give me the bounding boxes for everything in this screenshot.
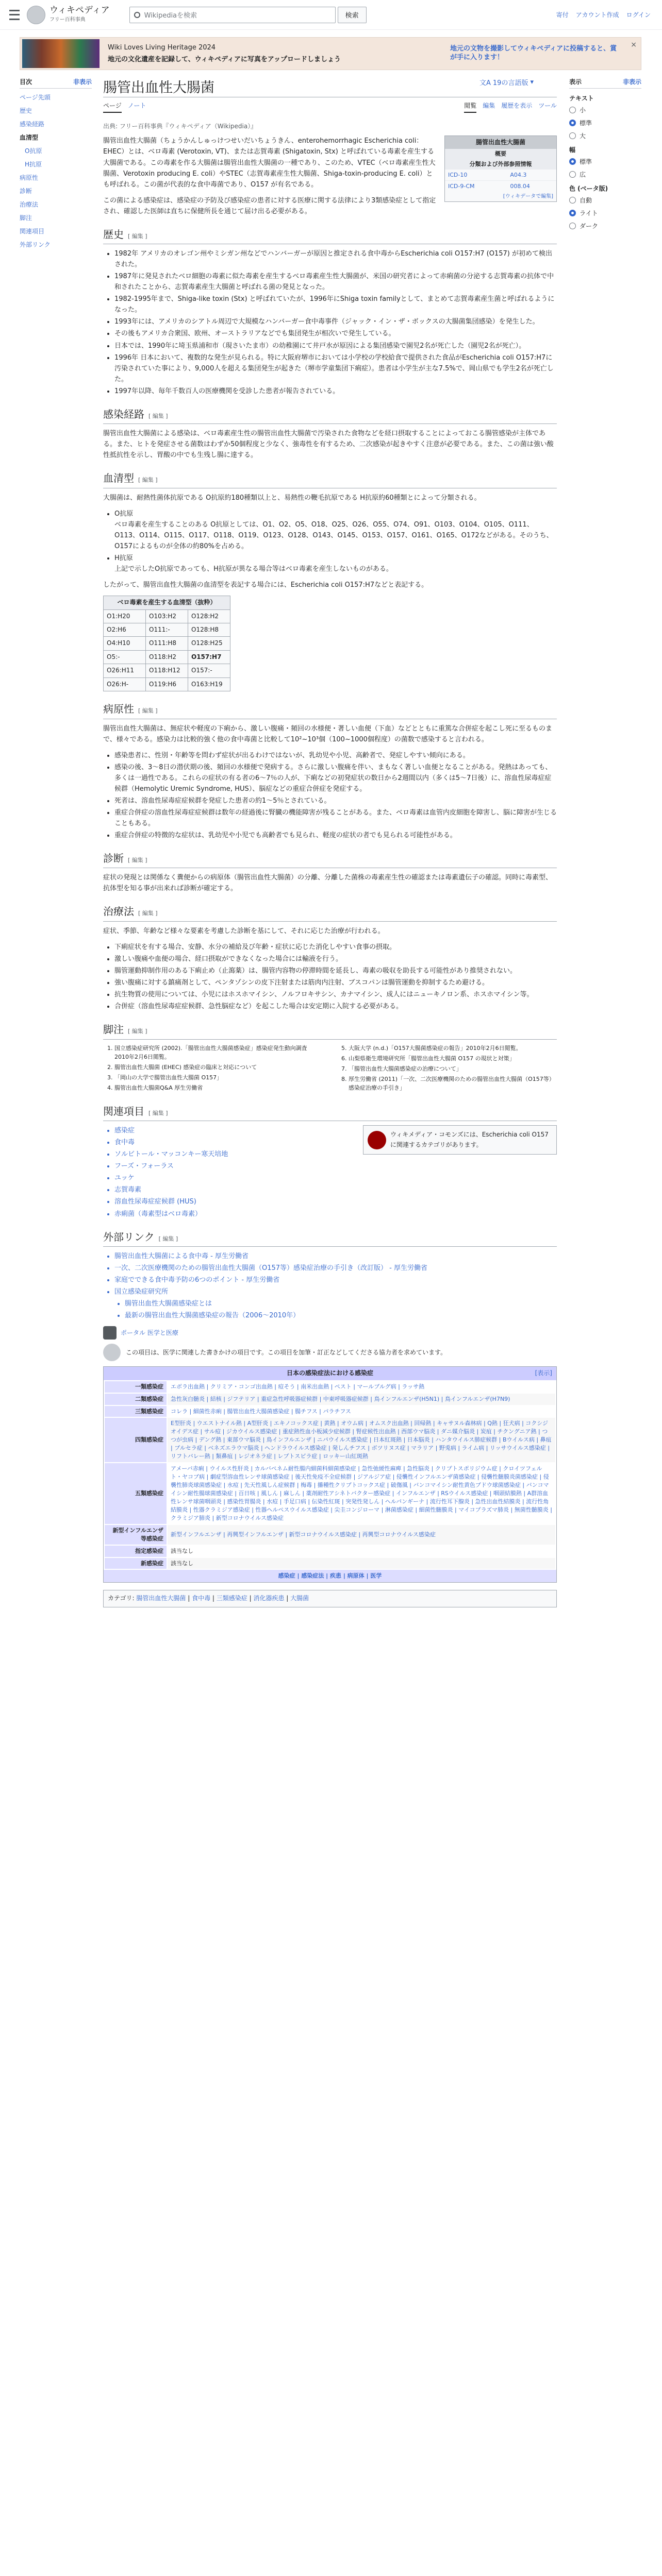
- section-title: 診断: [103, 852, 124, 865]
- tab-edit[interactable]: 編集: [483, 102, 495, 109]
- search-icon: [134, 12, 140, 18]
- section-title: 治療法: [103, 905, 134, 918]
- table-cell: O4:H10: [104, 637, 146, 650]
- navbox-title-text: 日本の感染症法における感染症: [286, 1369, 373, 1377]
- navbox-toggle[interactable]: [表示]: [535, 1369, 552, 1377]
- chevron-down-icon: ▾: [530, 78, 534, 86]
- option-label: 標準: [580, 120, 592, 127]
- section-pathogenicity-heading: [103, 701, 557, 719]
- table-cell: O128:H2: [188, 609, 230, 623]
- table-cell: O2:H6: [104, 623, 146, 636]
- edit-section-link[interactable]: [ 編集 ]: [138, 477, 158, 484]
- serotype-intro: 大腸菌は、耐熱性菌体抗原である O抗原約180種類以上と、易熱性の鞭毛抗原である H抗原約60種類とによって分類される。: [103, 494, 481, 502]
- external-link[interactable]: • 腸管出血性大腸菌感染症とは: [125, 1298, 557, 1309]
- navbox-row: [105, 1418, 555, 1462]
- section-diagnosis-heading: [103, 850, 557, 868]
- list-item: [114, 509, 557, 552]
- list-item: • その後もアメリカ合衆国、欧州、オーストラリアなどでも集団発生が相次いで発生している。: [114, 328, 557, 339]
- section-title: 病原性: [103, 703, 134, 716]
- page-tabs: [103, 101, 557, 114]
- appearance-heading: 表示: [569, 78, 582, 86]
- commons-text: ウィキメディア・コモンズには、Escherichia coli O157に関連するカテゴリがあります。: [390, 1131, 549, 1148]
- table-row: [104, 637, 230, 650]
- table-cell: O111:H8: [146, 637, 188, 650]
- list-item: • 腸管運動抑制作用のある下痢止め（止瀉薬）は、腸管内容物の停滞時間を延長し、毒素の吸収を助長する可能性があり推奨されない。: [114, 965, 557, 976]
- banner-line1: Wiki Loves Living Heritage 2024: [108, 44, 216, 52]
- section-history-heading: [103, 226, 557, 244]
- section-related-heading: [103, 1103, 557, 1121]
- navbox-list[interactable]: アメーバ赤痢 | ウイルス性肝炎 | カルバペネム耐性腸内細菌科細菌感染症 | 急性弛緩性麻痺 | 急性脳炎 | クリプトスポリジウム症 | クロイツフェルト・ヤコブ病 | 劇症型溶血性レンサ球菌感染症 | 後天性免疫不全症候群 | ジアルジア症 | 侵襲性インフルエンザ菌感染症 | 侵襲性髄膜炎菌感染症 | 侵襲性肺炎球菌感染症 | 水痘 | 先天性風しん症候群 | 梅毒 | 播種性クリプトコックス症 | 破傷風 | バンコマイシン耐性黄色ブドウ球菌感染症 | バンコマイシン耐性腸球菌感染症 | 百日咳 | 風しん | 麻しん | 薬剤耐性アシネトバクター感染症 | インフルエンザ | RSウイルス感染症 | 咽頭結膜熱 | A群溶血性レンサ球菌咽頭炎 | 感染性胃腸炎 | 水痘 | 手足口病 | 伝染性紅斑 | 突発性発しん | ヘルパンギーナ | 流行性耳下腺炎 | 急性出血性結膜炎 | 流行性角結膜炎 | 性器クラミジア感染症 | 性器ヘルペスウイルス感染症 | 尖圭コンジローマ | 淋菌感染症 | 細菌性髄膜炎 | マイコプラズマ肺炎 | 無菌性髄膜炎 | クラミジア肺炎 | 新型コロナウイルス感染症: [171, 1465, 552, 1521]
- table-cell: O111:-: [146, 623, 188, 636]
- list-item: • 1997年以降、毎年千数百人の医療機関を受診した患者が報告されている。: [114, 386, 557, 397]
- table-cell: O118:H2: [146, 650, 188, 664]
- table-cell: O26:H-: [104, 677, 146, 691]
- navbox-group: 一類感染症: [105, 1381, 167, 1393]
- edit-section-link[interactable]: [ 編集 ]: [138, 910, 158, 917]
- reference-item[interactable]: 1. 国立感染症研究所 (2002).「腸管出血性大腸菌感染症」感染症発生動向調査 2010年2月6日閲覧。: [114, 1044, 323, 1061]
- section-route-heading: [103, 406, 557, 424]
- navbox-list: 該当なし: [171, 1547, 193, 1554]
- radio-selected-icon: [569, 210, 576, 216]
- edit-section-link[interactable]: [ 編集 ]: [148, 1109, 168, 1116]
- wikipedia-globe-icon: [27, 6, 45, 24]
- reference-item[interactable]: 7. 「腸管出血性大腸菌感染症の治療について」: [349, 1064, 557, 1073]
- banner-line2: 地元の文化遺産を記録して、ウィキペディアに写真をアップロードしましょう: [108, 56, 341, 63]
- reference-item[interactable]: 5. 大阪大学 (n.d.)「O157大腸菌感染症の報告」2010年2月6日閲覧。: [349, 1044, 557, 1053]
- list-item: [114, 553, 557, 574]
- radio-icon: [569, 197, 576, 204]
- table-row: [104, 677, 230, 691]
- login-link[interactable]: ログイン: [626, 11, 651, 19]
- navbox-group: 四類感染症: [105, 1418, 167, 1462]
- navbox-group: 新感染症: [105, 1558, 167, 1569]
- search-button[interactable]: 検索: [338, 7, 367, 23]
- color-option-light[interactable]: [569, 209, 641, 217]
- list-item: • 重症合併症の溶血性尿毒症症候群は数年の経過後に腎臓の機能障害が残ることがある。また、ベロ毒素は血管内皮細胞を障害し、脳に障害が生じることもある。: [114, 807, 557, 829]
- edit-section-link[interactable]: [ 編集 ]: [128, 1028, 147, 1035]
- table-cell: O5:-: [104, 650, 146, 664]
- category-links: カテゴリ: 腸管出血性大腸菌 | 食中毒 | 三類感染症 | 消化器疾患 | 大腸菌: [103, 1590, 557, 1607]
- tab-page[interactable]: ページ: [103, 101, 122, 113]
- tab-talk[interactable]: ノート: [127, 102, 146, 109]
- stub-icon: [103, 1344, 121, 1361]
- stub-text: この項目は、医学に関連した書きかけの項目です。この項目を加筆・訂正などしてくださる協力者を求めています。: [126, 1348, 447, 1356]
- portal-link[interactable]: [103, 1326, 557, 1340]
- related-link[interactable]: • 感染症: [114, 1125, 557, 1136]
- tagline: フリー百科事典: [49, 17, 86, 23]
- option-label: 広: [580, 171, 586, 178]
- navbox: [103, 1366, 557, 1583]
- main-menu-icon[interactable]: [9, 10, 20, 20]
- tab-tools[interactable]: ツール: [538, 102, 557, 109]
- site-header: [0, 0, 662, 30]
- intro-paragraph: この菌による感染症は、感染症の予防及び感染症の患者に対する医療に関する法律により3類感染症として指定され、確認した医師は直ちに保健所長を通じて届け出る必要がある。: [103, 196, 436, 215]
- navbox-title: [104, 1367, 556, 1380]
- external-link[interactable]: • 一次、二次医療機関のための腸管出血性大腸菌（O157等）感染症治療の手引き（改訂版） - 厚生労働省: [114, 1263, 557, 1274]
- site-logo[interactable]: [27, 6, 110, 24]
- related-link[interactable]: • 志賀毒素: [114, 1184, 557, 1195]
- section-title: 歴史: [103, 228, 124, 241]
- route-paragraph: 腸管出血性大腸菌による感染は、ベロ毒素産生性の腸管出血性大腸菌で汚染された食物などを経口摂取することによっておこる腸管感染が主体である。また、ヒトを発症させる菌数はわずか50個程度と少なく、強毒性を有するため、二次感染が起きやすく注意が必要である。また、この菌は強い酸性抵抗性を示し、胃酸の中でも生残し腸に達する。: [103, 430, 554, 460]
- width-option-standard[interactable]: [569, 157, 641, 166]
- toc-item-serotype[interactable]: 血清型: [20, 134, 39, 141]
- radio-icon: [569, 171, 576, 178]
- wordmark: ウィキペディア: [49, 5, 110, 16]
- text-option-small[interactable]: [569, 106, 641, 114]
- reference-item[interactable]: 2. 腸管出血性大腸菌 (EHEC) 感染症の臨床と対応について: [114, 1063, 323, 1072]
- banner-image: [22, 39, 100, 68]
- list-item: • 強い腹痛に対する鎮痛剤として、ペンタゾシンの皮下注射または筋肉内注射、ブスコパンは腸管運動を抑制するため避ける。: [114, 977, 557, 988]
- related-link[interactable]: • 食中毒: [114, 1137, 557, 1148]
- user-links: [556, 10, 651, 19]
- toc-item-o-antigen[interactable]: O抗原: [25, 147, 42, 155]
- portal-icon: [103, 1326, 117, 1340]
- navbox-bottom[interactable]: 感染症 | 感染症法 | 疾患 | 病原体 | 医学: [104, 1570, 556, 1582]
- edit-section-link[interactable]: [ 編集 ]: [148, 412, 168, 419]
- banner-cta[interactable]: 地元の文物を撮影してウィキペディアに投稿すると、賞が手に入ります！: [450, 45, 617, 61]
- external-link[interactable]: • 国立感染症研究所: [114, 1286, 557, 1297]
- infobox-key[interactable]: ICD-9-CM: [445, 181, 507, 192]
- navbox-row: [105, 1525, 555, 1545]
- section-title: 感染経路: [103, 408, 144, 420]
- translate-icon: 文A: [479, 79, 491, 87]
- navbox-row: [105, 1406, 555, 1417]
- list-item: • 1993年には、アメリカのシアトル周辺で大規模なハンバーガー食中毒事件（ジャック・イン・ザ・ボックスの大腸菌集団感染）を発生した。: [114, 316, 557, 327]
- appearance-hide-button[interactable]: 非表示: [622, 78, 641, 86]
- toc-heading: 目次: [20, 78, 32, 86]
- list-item: • 日本では、1990年に埼玉県浦和市（現さいたま市）の幼稚園にて井戸水が原因による集団感染で園児2名が死亡した（園児2名が死亡）。: [114, 341, 557, 351]
- infobox-value[interactable]: 008.04: [507, 181, 556, 192]
- width-heading: 幅: [569, 146, 576, 154]
- navbox-group: 新型インフルエンザ等感染症: [105, 1525, 167, 1545]
- section-serotype-heading: [103, 470, 557, 488]
- external-link[interactable]: • 腸管出血性大腸菌による食中毒 - 厚生労働省: [114, 1251, 557, 1262]
- table-row: [104, 623, 230, 636]
- option-label: 小: [580, 107, 586, 114]
- category-link[interactable]: 腸管出血性大腸菌: [136, 1595, 186, 1602]
- appearance-panel: [569, 77, 641, 234]
- treatment-paragraph: 症状、季節、年齢など様々な要素を考慮した診断を基にして、それに応じた治療が行われる。: [103, 927, 385, 935]
- navbox-group: 二類感染症: [105, 1394, 167, 1405]
- external-link[interactable]: • 家庭でできる食中毒予防の6つのポイント - 厚生労働省: [114, 1275, 557, 1285]
- toc-item-treatment[interactable]: 治療法: [20, 201, 39, 208]
- list-item: • 重症合併症の特徴的な症状は、乳幼児や小児でも高齢者でも見られ、軽度の症状の者でも見られる可能性がある。: [114, 830, 557, 841]
- toc-item-top[interactable]: ページ先頭: [20, 94, 51, 101]
- toc-item-pathogenicity[interactable]: 病原性: [20, 174, 39, 181]
- list-item: • 感染患者に、性別・年齢等を問わず症状が出るわけではないが、乳幼児や小児、高齢者で、発症しやすい傾向にある。: [114, 750, 557, 761]
- table-cell: O26:H11: [104, 664, 146, 677]
- antigen-title: H抗原: [114, 554, 133, 562]
- list-item: • 激しい腹痛や血便の場合、経口摂取ができなくなった場合には輸液を行う。: [114, 954, 557, 964]
- serotype-after: したがって、腸管出血性大腸菌の血清型を表記する場合には、Escherichia coli O157:H7などと表記する。: [103, 581, 428, 589]
- toc-item-history[interactable]: 歴史: [20, 107, 32, 114]
- tab-history[interactable]: 履歴を表示: [501, 102, 533, 109]
- toc-item-route[interactable]: 感染経路: [20, 121, 45, 128]
- section-title: 外部リンク: [103, 1230, 155, 1243]
- navbox-list[interactable]: E型肝炎 | ウエストナイル熱 | A型肝炎 | エキノコックス症 | 黄熱 | オウム病 | オムスク出血熱 | 回帰熱 | キャサヌル森林病 | Q熱 | 狂犬病 | コクシジオイデス症 | サル痘 | ジカウイルス感染症 | 重症熱性血小板減少症候群 | 腎症候性出血熱 | 西部ウマ脳炎 | ダニ媒介脳炎 | 炭疽 | チクングニア熱 | つつが虫病 | デング熱 | 東部ウマ脳炎 | 鳥インフルエンザ | ニパウイルス感染症 | 日本紅斑熱 | 日本脳炎 | ハンタウイルス肺症候群 | Bウイルス病 | 鼻疽 | ブルセラ症 | ベネズエラウマ脳炎 | ヘンドラウイルス感染症 | 発しんチフス | ボツリヌス症 | マラリア | 野兎病 | ライム病 | リッサウイルス感染症 | リフトバレー熱 | 類鼻疽 | レジオネラ症 | レプトスピラ症 | ロッキー山紅斑熱: [168, 1418, 555, 1462]
- toc-hide-button[interactable]: 非表示: [73, 78, 92, 86]
- treatment-list: [114, 942, 557, 1012]
- navbox-list[interactable]: 新型インフルエンザ | 再興型インフルエンザ | 新型コロナウイルス感染症 | 再興型コロナウイルス感染症: [168, 1525, 555, 1545]
- diagnosis-paragraph: 症状の発現とは関係なく糞便からの病原体（腸管出血性大腸菌）の分離、分離した菌株の毒素産生性の確認または毒素遺伝子の確認。同時に毒素型、抗体型を知る事が出来れば診断が確定する。: [103, 874, 553, 893]
- page-title: 腸管出血性大腸菌: [103, 80, 214, 96]
- toc-item-diagnosis[interactable]: 診断: [20, 188, 32, 195]
- radio-icon: [569, 107, 576, 113]
- list-item: • 下痢症状を有する場合、安静、水分の補給及び年齢・症状に応じた消化しやすい食事の摂取。: [114, 942, 557, 953]
- infobox-row: [445, 181, 556, 192]
- radio-selected-icon: [569, 158, 576, 165]
- table-cell: O118:H12: [146, 664, 188, 677]
- infobox-row-head: 分類および外部参照情報: [445, 159, 556, 169]
- navbox-list[interactable]: 急性灰白髄炎 | 結核 | ジフテリア | 重症急性呼吸器症候群 | 中東呼吸器症候群 | 鳥インフルエンザ(H5N1) | 鳥インフルエンザ(H7N9): [168, 1394, 555, 1405]
- toc-sidebar: [20, 77, 92, 253]
- infobox-key[interactable]: ICD-10: [445, 170, 507, 181]
- infobox: [444, 135, 557, 201]
- serotype-table-head: ベロ毒素を産生する血清型（抜粋）: [104, 596, 230, 609]
- option-label: ダーク: [580, 223, 599, 230]
- width-option-wide[interactable]: [569, 170, 641, 179]
- toc-item-h-antigen[interactable]: H抗原: [25, 161, 42, 168]
- edit-section-link[interactable]: [ 編集 ]: [158, 1235, 178, 1242]
- external-links-list: [114, 1251, 557, 1321]
- text-option-large[interactable]: [569, 131, 641, 140]
- section-treatment-heading: [103, 903, 557, 921]
- donate-link[interactable]: 寄付: [556, 11, 569, 19]
- list-item: • 1982-1995年まで、Shiga-like toxin (Stx) と呼ばれていたが、1996年にShiga toxin familyとして、まとめて志賀毒素産生菌と呼ばれるようになった。: [114, 294, 557, 315]
- category-label: カテゴリ: [108, 1595, 133, 1602]
- navbox-list[interactable]: コレラ | 細菌性赤痢 | 腸管出血性大腸菌感染症 | 腸チフス | パラチフス: [171, 1408, 351, 1415]
- category-link[interactable]: 消化器疾患: [253, 1595, 285, 1602]
- language-button[interactable]: [479, 77, 534, 87]
- search-input[interactable]: [129, 7, 336, 23]
- navbox-row: [105, 1546, 555, 1557]
- portal-label: ポータル 医学と医療: [121, 1329, 178, 1336]
- navbox-list: 該当なし: [168, 1558, 555, 1569]
- edit-section-link[interactable]: [ 編集 ]: [128, 232, 147, 240]
- table-cell: O119:H6: [146, 677, 188, 691]
- edit-section-link[interactable]: [ 編集 ]: [128, 856, 147, 863]
- radio-selected-icon: [569, 120, 576, 126]
- related-link[interactable]: • 溶血性尿毒症症候群 (HUS): [114, 1196, 557, 1207]
- section-notes-heading: [103, 1021, 557, 1039]
- create-account-link[interactable]: アカウント作成: [575, 11, 619, 19]
- navbox-row: [105, 1463, 555, 1524]
- toc-item-external[interactable]: 外部リンク: [20, 241, 51, 248]
- campaign-banner[interactable]: [20, 37, 641, 70]
- navbox-row: [105, 1394, 555, 1405]
- list-item: • 1982年 アメリカのオレゴン州やミシガン州などでハンバーガーが原因と推定される食中毒からEscherichia coli O157:H7 (O157) が初めて検出された。: [114, 248, 557, 270]
- external-link[interactable]: • 最新の腸管出血性大腸菌感染症の報告（2006～2010年）: [125, 1310, 557, 1321]
- antigen-title: O抗原: [114, 510, 134, 518]
- option-label: 大: [580, 132, 586, 140]
- table-cell: O128:H25: [188, 637, 230, 650]
- list-item: • 抗生物質の使用については、小児にはホスホマイシン、ノルフロキサシン、カナマイシン、成人にはニューキノロン系、ホスホマイシン等。: [114, 989, 557, 1000]
- navbox-row: [105, 1381, 555, 1393]
- reference-item[interactable]: 3. 「岡山の大学で腸管出血性大腸菌 O157」: [114, 1073, 323, 1082]
- table-cell: O163:H19: [188, 677, 230, 691]
- section-external-heading: [103, 1229, 557, 1247]
- category-link[interactable]: 三類感染症: [216, 1595, 247, 1602]
- option-label: 標準: [580, 158, 592, 165]
- reference-item[interactable]: 8. 厚生労働省 (2011)「一次、二次医療機関のための腸管出血性大腸菌（O157等）感染症治療の手引き」: [349, 1075, 557, 1092]
- related-link[interactable]: • ユッケ: [114, 1173, 557, 1183]
- commons-icon: [368, 1131, 386, 1149]
- antigen-text: ベロ毒素を産生することのある O抗原としては、O1、O2、O5、O18、O25、O26、O55、O74、O91、O103、O104、O105、O111、O113、O114、O115、O117、O118、O119、O123、O128、O143、O145、O153、O157、O161、O165、O172などがある。そのうち、O157によるものが全体の約80%を占める。: [114, 520, 553, 550]
- banner-close-icon[interactable]: ×: [631, 41, 637, 49]
- infobox-row: [445, 170, 556, 181]
- search-placeholder: Wikipediaを検索: [144, 12, 197, 20]
- reference-item[interactable]: 4. 腸管出血性大腸菌Q&A 厚生労働省: [114, 1083, 323, 1092]
- radio-icon: [569, 132, 576, 139]
- list-item: • 感染の後、3～8日の潜伏期の後、頻回の水様便で発病する。さらに激しい腹痛を伴い、まもなく著しい血便となることがある。発熱はあっても、多くは一過性である。これらの症状の有る者の6～7％の人が、下痢などの初発症状の数日から2週間以内（多くは5～7日後）に、溶血性尿毒症症候群（Hemolytic Uremic Syndrome, HUS）、脳症などの重症合併症を発症する。: [114, 762, 557, 794]
- color-heading: 色 (ベータ版): [569, 185, 608, 192]
- section-title: 血清型: [103, 472, 134, 485]
- table-row: [104, 650, 230, 664]
- section-title: 関連項目: [103, 1105, 144, 1117]
- radio-icon: [569, 223, 576, 229]
- option-label: ライト: [580, 210, 598, 217]
- color-option-auto[interactable]: [569, 196, 641, 205]
- history-list: [114, 248, 557, 397]
- stub-notice: [103, 1344, 557, 1361]
- edit-section-link[interactable]: [ 編集 ]: [138, 707, 158, 715]
- table-row: [104, 664, 230, 677]
- infobox-subtitle: 概要: [445, 149, 556, 159]
- search-form: [129, 7, 367, 23]
- navbox-group: 五類感染症: [105, 1463, 167, 1524]
- related-link[interactable]: • ソルビトール・マッコンキー寒天培地: [114, 1149, 557, 1160]
- table-cell: O1:H20: [104, 609, 146, 623]
- tab-read[interactable]: 閲覧: [464, 101, 476, 113]
- commons-box[interactable]: [363, 1125, 557, 1155]
- antigen-text: 上記で示したO抗原であっても、H抗原が異なる場合等はベロ毒素を産生しないものがある。: [114, 565, 393, 573]
- references-list: [103, 1044, 557, 1094]
- language-count: 19の言語版: [492, 79, 528, 87]
- toc-item-notes[interactable]: 脚注: [20, 214, 32, 222]
- navbox-group: 指定感染症: [105, 1546, 167, 1557]
- reference-item[interactable]: 6. 山梨県衛生環境研究所「腸管出血性大腸菌 O157 の現状と対策」: [349, 1054, 557, 1063]
- table-cell: O103:H2: [146, 609, 188, 623]
- text-option-standard[interactable]: [569, 118, 641, 127]
- table-row: [104, 609, 230, 623]
- list-item: • 合併症（溶血性尿毒症症候群、急性脳症など）を起こした場合は安定期に入院する必要がある。: [114, 1001, 557, 1012]
- list-item: • 死者は、溶血性尿毒症症候群を発症した患者の約1～5％とされている。: [114, 795, 557, 806]
- category-link[interactable]: 食中毒: [192, 1595, 211, 1602]
- serotype-table: [103, 596, 230, 691]
- navbox-list[interactable]: エボラ出血熱 | クリミア・コンゴ出血熱 | 痘そう | 南米出血熱 | ペスト | マールブルグ病 | ラッサ熱: [171, 1383, 425, 1390]
- list-item: • 1987年に発見されたベロ細胞の毒素に似た毒素を産生するベロ毒素産生性大腸菌が、米国の研究者によって赤痢菌の分泌する志賀毒素の抗体で中和されたことから、志賀毒素産生大腸菌と呼ばれる菌の発見となった。: [114, 271, 557, 293]
- related-link[interactable]: • フーズ・フォーラス: [114, 1161, 557, 1172]
- pathogenicity-list: [114, 750, 557, 841]
- wikidata-edit-link[interactable]: [ウィキデータで編集]: [503, 193, 553, 199]
- pathogenicity-paragraph: 腸管出血性大腸菌は、無症状や軽度の下痢から、激しい腹痛・頻回の水様便・著しい血便（下血）などとともに重篤な合併症を起こし死に至るものまで、様々である。感染力は比較的強く他の食中毒菌と比較して10²~10³個（100~1000個程度）の菌数で感染すると言われる。: [103, 724, 553, 743]
- navbox-group: 三類感染症: [105, 1406, 167, 1417]
- table-cell: O157:H7: [188, 650, 230, 664]
- from-line: 出典: フリー百科事典『ウィキペディア（Wikipedia）』: [103, 123, 257, 130]
- infobox-title: 腸管出血性大腸菌: [445, 136, 556, 149]
- table-cell: O157:-: [188, 664, 230, 677]
- list-item: • 1996年 日本において、複数的な発生が見られる。特に大阪府堺市においては小学校の学校給食で提供された食品がEscherichia coli O157:H7に汚染されていた事により、9,000人を超える集団発生が起きた（堺市学童集団下痢症）。患者は小学生が主な7.5%で、岡山県でも学生2名が死亡した。: [114, 352, 557, 385]
- article-body: [103, 122, 557, 1607]
- antigen-list: [114, 509, 557, 574]
- table-cell: O128:H8: [188, 623, 230, 636]
- intro-paragraph: 腸管出血性大腸菌（ちょうかんしゅっけつせいだいちょうきん、enterohemorrhagic Escherichia coli：EHEC）とは、ベロ毒素 (Verotoxin, VT)、または志賀毒素 (Shigatoxin, Stx) と呼ばれている毒素を産生する大腸菌である。この毒素を作る大腸菌は腸管出血性大腸菌の一種であり、このため、VTEC（ベロ毒素産生性大腸菌、Verotoxin producing E. coli）やSTEC（志賀毒素産生性大腸菌、Shiga-toxin-producing E. coli）とも呼ばれる。この菌が代表的な食中毒菌であり、O157 が有名である。: [103, 137, 436, 189]
- infobox-value[interactable]: A04.3: [507, 170, 556, 181]
- navbox-row: [105, 1558, 555, 1569]
- text-size-heading: テキスト: [569, 95, 594, 102]
- section-title: 脚注: [103, 1023, 124, 1036]
- category-link[interactable]: 大腸菌: [290, 1595, 309, 1602]
- toc-item-related[interactable]: 関連項目: [20, 228, 45, 235]
- option-label: 自動: [580, 197, 592, 204]
- related-link[interactable]: • 赤痢菌（毒素型はベロ毒素）: [114, 1209, 557, 1219]
- color-option-dark[interactable]: [569, 222, 641, 230]
